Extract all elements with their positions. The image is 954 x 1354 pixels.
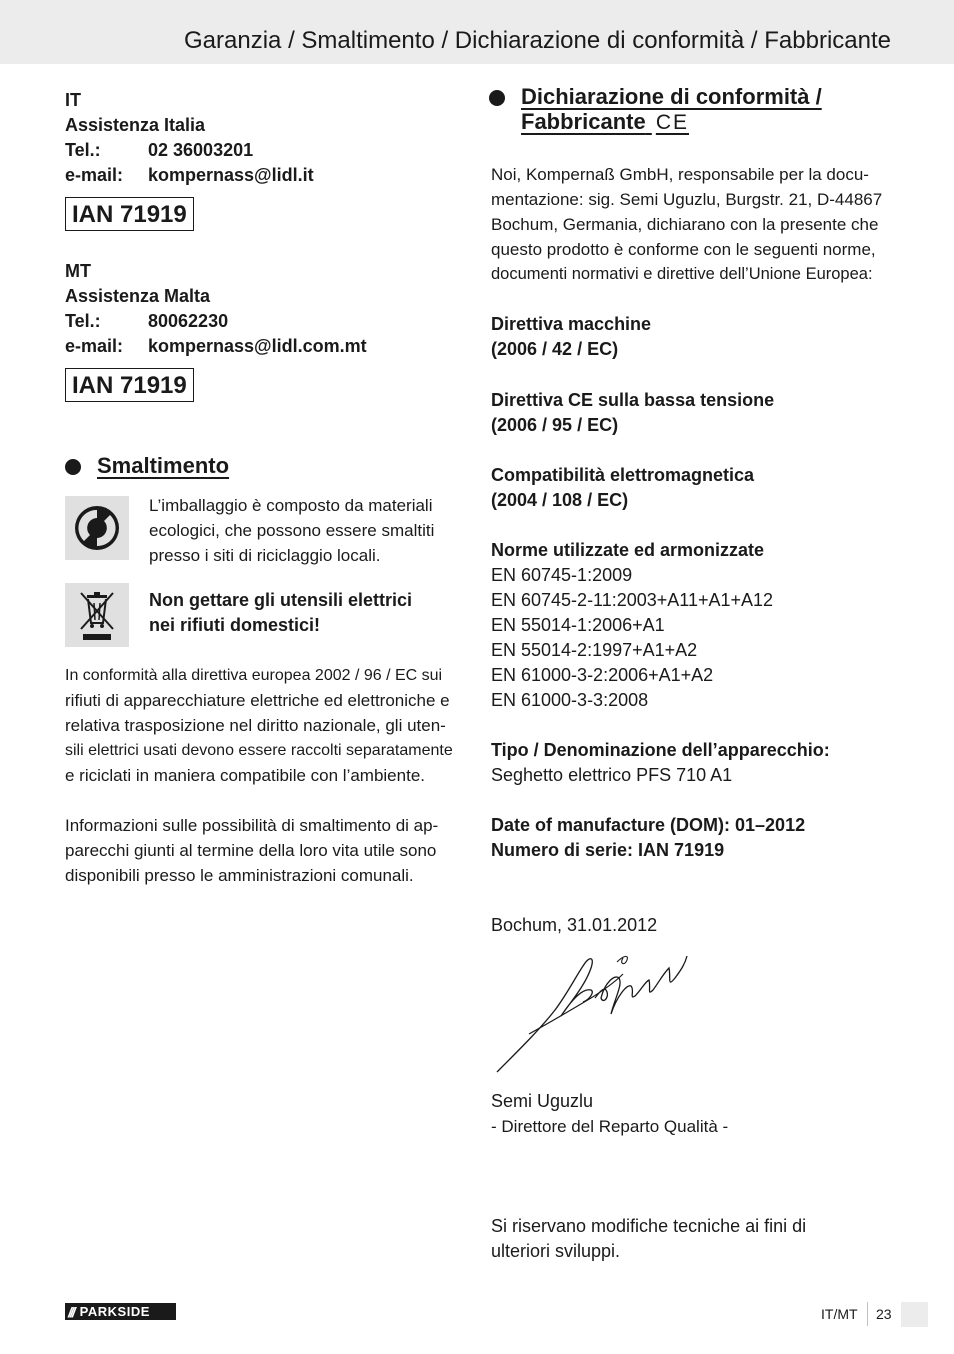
text-line: Informazioni sulle possibilità di smaltimento di ap- [65,816,439,835]
directive-name: Direttiva macchine [491,314,652,334]
tel-label: Tel.: [65,311,101,331]
tel-value: 02 36003201 [148,140,254,160]
warning-line: Non gettare gli utensili elettrici [149,590,413,610]
place-date: Bochum, 31.01.2012 [491,915,658,935]
contact-tel-row [65,138,465,163]
standard-item: EN 60745-2-11:2003+A11+A1+A12 [491,590,774,610]
contact-italy [65,88,465,231]
contact-service: Assistenza Malta [65,286,211,306]
ian-box: IAN 71919 [65,197,194,231]
text-line: Si riservano modifiche tecniche ai fini di [491,1216,807,1236]
production-block [491,813,891,863]
disposal-paragraph-1 [65,663,465,788]
conformity-heading-line2: Fabbricante [521,109,646,134]
text-line: documenti normativi e direttive dell’Unione Europea: [491,265,873,283]
logo-slashes: /// [68,1303,74,1320]
device-type-block [491,738,891,788]
text-line: Bochum, Germania, dichiarano con la presente che [491,215,879,234]
text-line: ulteriori sviluppi. [491,1241,621,1261]
directive-emc [491,463,891,513]
device-type-label: Tipo / Denominazione dell’apparecchio: [491,740,830,760]
email-label: e-mail: [65,165,124,185]
packaging-row [65,496,465,568]
text-line: parecchi giunti al termine della loro vita utile sono [65,841,437,860]
contact-service: Assistenza Italia [65,115,206,135]
packaging-line: presso i siti di riciclaggio locali. [149,546,381,565]
standard-item: EN 60745-1:2009 [491,565,633,585]
technical-note [491,1214,891,1264]
bullet-icon [489,90,505,106]
disposal-paragraph-2 [65,813,465,888]
date-of-manufacture: Date of manufacture (DOM): 01–2012 [491,815,806,835]
conformity-heading-line2-wrap [521,109,822,135]
page-number: 23 [876,1306,892,1322]
footer-tab [901,1302,928,1327]
text-line: questo prodotto è conforme con le seguenti norme, [491,240,876,259]
email-value: kompernass@lidl.com.mt [148,336,367,356]
standard-item: EN 61000-3-3:2008 [491,690,649,710]
text-line: e riciclati in maniera compatibile con l’ambiente. [65,766,425,785]
signer-role: - Direttore del Reparto Qualità - [491,1117,729,1136]
bullet-icon [65,459,81,475]
contact-malta [65,259,465,402]
text-line: rifiuti di apparecchiature elettriche ed elettroniche e [65,691,450,710]
text-line: In conformità alla direttiva europea 2002 / 96 / EC sui [65,667,443,684]
directive-code: (2006 / 42 / EC) [491,339,619,359]
directive-name: Compatibilità elettromagnetica [491,465,755,485]
serial-number: Numero di serie: IAN 71919 [491,840,725,860]
tel-label: Tel.: [65,140,101,160]
directive-code: (2004 / 108 / EC) [491,490,629,510]
directive-machinery [491,312,891,362]
right-column [491,84,891,1264]
conformity-heading-line1: Dichiarazione di conformità / [521,84,822,109]
crossed-bin-icon [65,583,129,647]
tel-value: 80062230 [148,311,229,331]
text-line: disponibili presso le amministrazioni comunali. [65,866,414,885]
standards-block [491,538,891,713]
parkside-logo [65,1303,176,1320]
text-line: sili elettrici usati devono essere raccolti separatamente [65,742,453,759]
disposal-heading-text: Smaltimento [97,453,230,478]
text-line: relativa trasposizione nel diritto nazionale, gli uten- [65,716,446,735]
email-label: e-mail: [65,336,124,356]
packaging-line: ecologici, che possono essere smaltiti [149,521,435,540]
text-line: Noi, Kompernaß GmbH, responsabile per la docu- [491,165,869,184]
standards-heading: Norme utilizzate ed armonizzate [491,540,765,560]
left-column [65,88,465,888]
directive-name: Direttiva CE sulla bassa tensione [491,390,775,410]
email-value: kompernass@lidl.it [148,165,314,185]
conformity-heading [489,84,891,135]
standard-item: EN 55014-2:1997+A1+A2 [491,640,698,660]
standard-item: EN 61000-3-2:2006+A1+A2 [491,665,714,685]
text-line: mentazione: sig. Semi Uguzlu, Burgstr. 21, D-44867 [491,190,883,209]
contact-tel-row [65,309,465,334]
packaging-line: L’imballaggio è composto da materiali [149,496,433,515]
footer-divider [867,1302,868,1326]
page-title: Garanzia / Smaltimento / Dichiarazione di conformità / Fabbricante [184,27,891,54]
device-type-value: Seghetto elettrico PFS 710 A1 [491,765,733,785]
signer-name: Semi Uguzlu [491,1091,594,1111]
weee-row [65,583,465,647]
conformity-intro [491,162,891,287]
contact-email-row [65,163,465,188]
disposal-heading [65,453,465,478]
ce-mark-icon: CE [655,111,690,134]
warning-line: nei rifiuti domestici! [149,615,321,635]
directive-low-voltage [491,388,891,438]
contact-country: IT [65,90,81,110]
logo-brand: PARKSIDE [79,1304,150,1319]
language-code: IT/MT [821,1306,858,1322]
green-dot-recycling-icon [65,496,129,560]
contact-email-row [65,334,465,359]
signature-image [491,938,891,1088]
directive-code: (2006 / 95 / EC) [491,415,619,435]
contact-country: MT [65,261,91,281]
ian-box: IAN 71919 [65,368,194,402]
standard-item: EN 55014-1:2006+A1 [491,615,665,635]
